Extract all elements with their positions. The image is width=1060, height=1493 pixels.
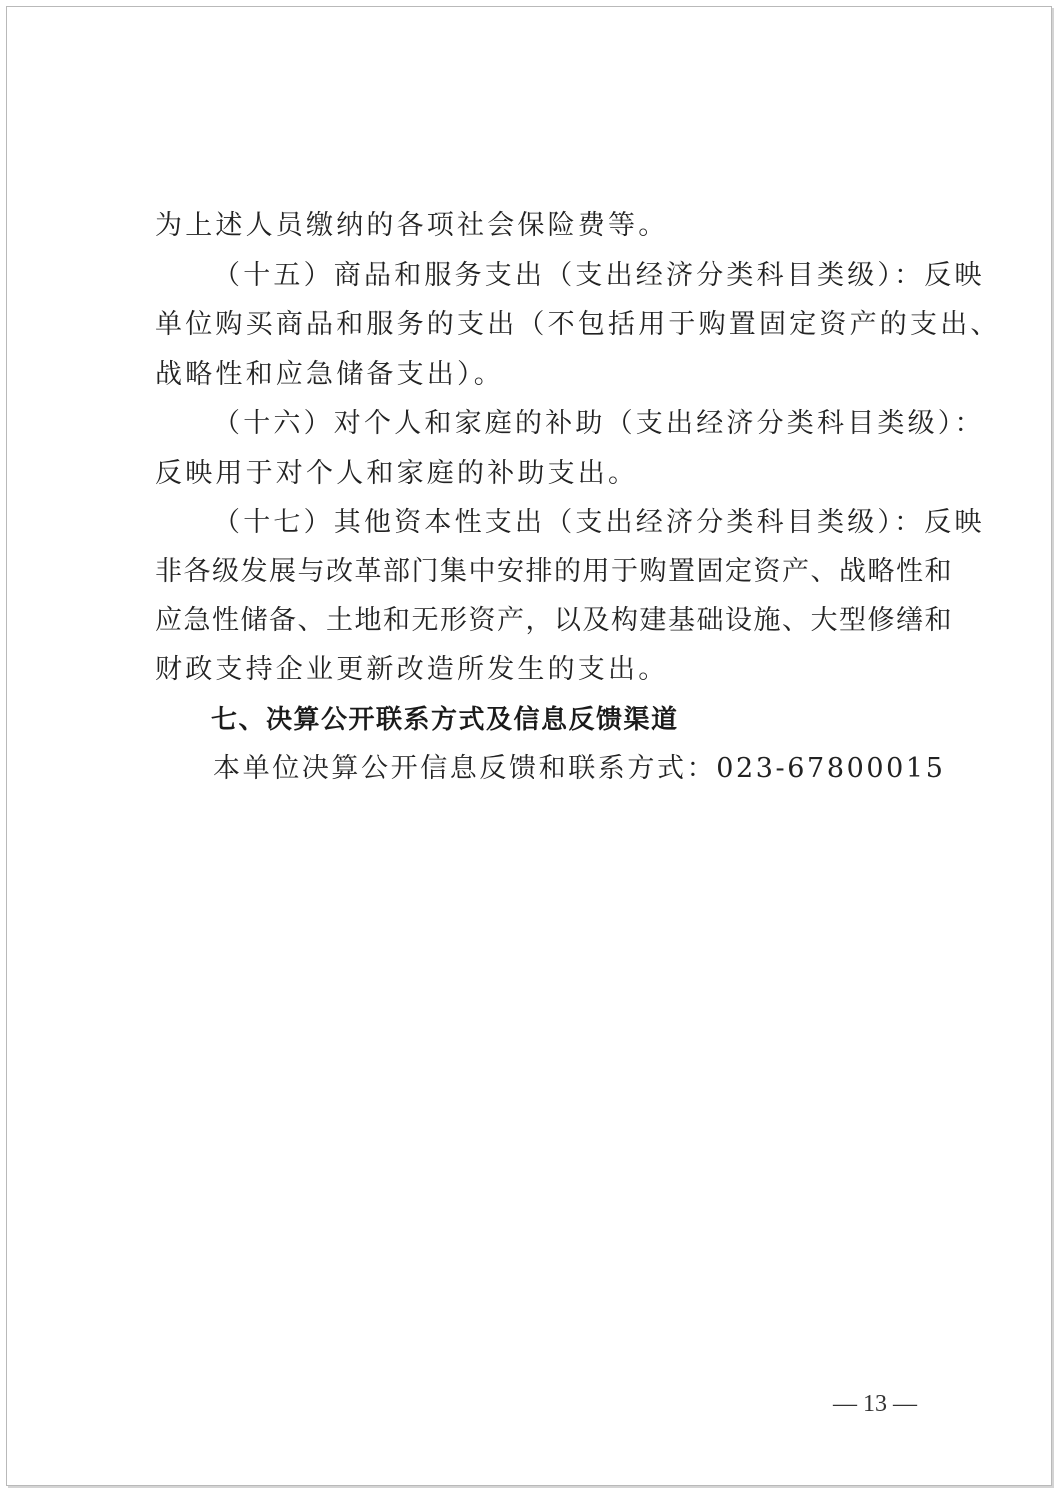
paragraph-line: （十七）其他资本性支出（支出经济分类科目类级）：反映 <box>213 507 985 538</box>
paragraph-line: （十五）商品和服务支出（支出经济分类科目类级）：反映 <box>213 260 985 291</box>
paragraph-line: 战略性和应急储备支出）。 <box>155 359 504 390</box>
paragraph-line: 反映用于对个人和家庭的补助支出。 <box>155 458 639 489</box>
paragraph-line: 非各级发展与改革部门集中安排的用于购置固定资产、战略性和 <box>155 556 953 587</box>
paragraph-line: （十六）对个人和家庭的补助（支出经济分类科目类级）： <box>213 408 985 439</box>
paragraph-line: 单位购买商品和服务的支出（不包括用于购置固定资产的支出、 <box>155 309 1001 340</box>
section-heading: 七、决算公开联系方式及信息反馈渠道 <box>211 705 679 735</box>
document-page <box>6 6 1052 1486</box>
paragraph-line: 为上述人员缴纳的各项社会保险费等。 <box>155 210 669 241</box>
page-number: — 13 — <box>833 1391 917 1417</box>
contact-info: 本单位决算公开信息反馈和联系方式：023-67800015 <box>213 753 946 784</box>
paragraph-line: 应急性储备、土地和无形资产，以及构建基础设施、大型修缮和 <box>155 605 953 636</box>
paragraph-line: 财政支持企业更新改造所发生的支出。 <box>155 654 669 685</box>
